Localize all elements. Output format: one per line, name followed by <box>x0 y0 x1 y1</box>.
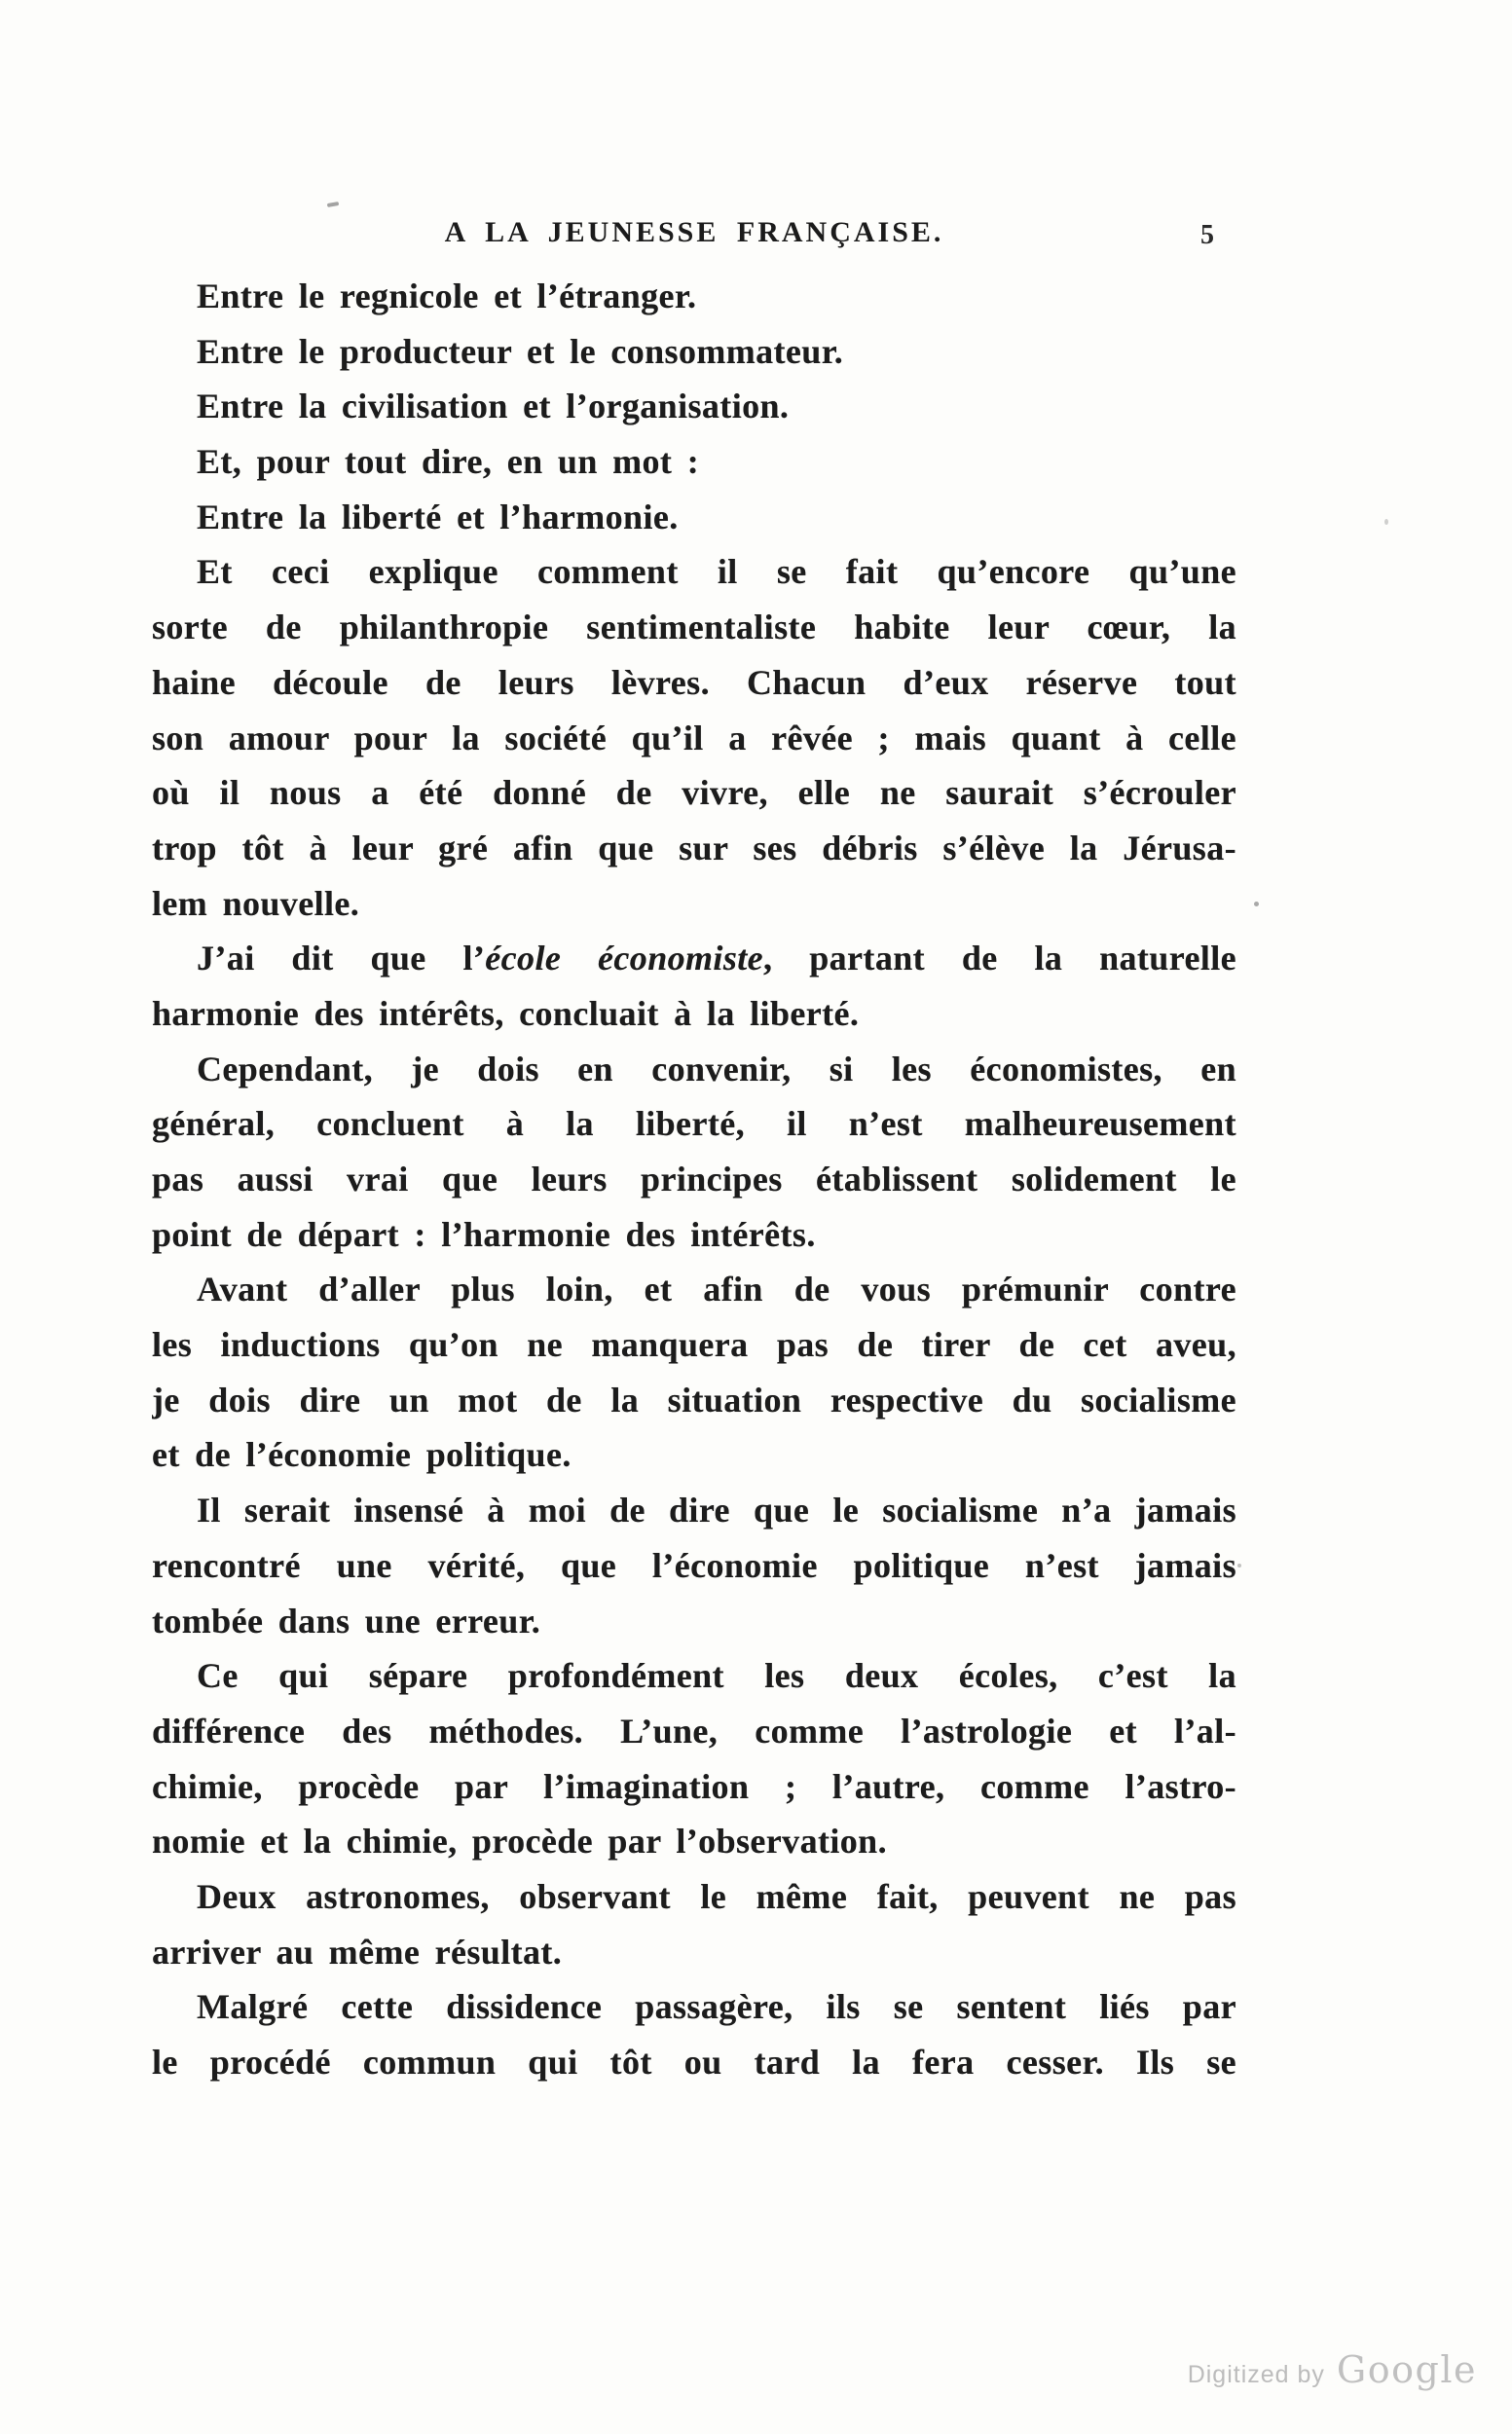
text-line: Entre le producteur et le consommateur. <box>197 331 844 371</box>
watermark-prefix: Digitized by <box>1187 2361 1325 2388</box>
text-line: Cependant, je dois en convenir, si les économistes, en <box>197 1049 1236 1088</box>
text-line: arriver au même résultat. <box>152 1932 563 1972</box>
text-line: pas aussi vrai que leurs principes établissent solidement le <box>152 1160 1236 1199</box>
text-line: Il serait insensé à moi de dire que le socialisme n’a jamais <box>197 1491 1236 1530</box>
text-line: point de départ : l’harmonie des intérêts. <box>152 1214 816 1254</box>
text-line: lem nouvelle. <box>152 883 360 923</box>
text-line: Avant d’aller plus loin, et afin de vous prémunir contre <box>197 1270 1236 1309</box>
text-line: Et, pour tout dire, en un mot : <box>197 442 700 482</box>
text-line: Ce qui sépare profondément les deux écoles, c’est la <box>197 1656 1236 1696</box>
text-line: les inductions qu’on ne manquera pas de tirer de cet aveu, <box>152 1325 1236 1365</box>
text-line: trop tôt à leur gré afin que sur ses débris s’élève la Jérusa- <box>152 828 1236 867</box>
text-line <box>152 931 1236 986</box>
text-line: différence des méthodes. L’une, comme l’astrologie et l’al- <box>152 1711 1236 1751</box>
page-number: 5 <box>1200 220 1214 250</box>
text-line: Entre la civilisation et l’organisation. <box>197 387 790 426</box>
scan-speck <box>1254 902 1259 906</box>
text-line: rencontré une vérité, que l’économie politique n’est jamais <box>152 1545 1236 1585</box>
page-text-body <box>152 269 1236 2090</box>
scan-speck <box>1384 519 1388 525</box>
scan-speck <box>327 202 340 207</box>
text-line: Et ceci explique comment il se fait qu’encore qu’une <box>197 552 1236 592</box>
text-line: Entre le regnicole et l’étranger. <box>197 277 697 315</box>
text-line: sorte de philanthropie sentimentaliste habite leur cœur, la <box>152 608 1236 647</box>
text-line: Deux astronomes, observant le même fait, peuvent ne pas <box>197 1876 1236 1916</box>
text-line: haine découle de leurs lèvres. Chacun d’eux réserve tout <box>152 662 1236 702</box>
running-head-title: A LA JEUNESSE FRANÇAISE. <box>444 216 944 248</box>
text-segment: J’ai dit que l’ <box>197 939 486 978</box>
google-logo: Google <box>1336 2348 1477 2391</box>
text-line: harmonie des intérêts, concluait à la liberté. <box>152 993 860 1033</box>
text-line: Entre la liberté et l’harmonie. <box>197 497 679 536</box>
text-line: nomie et la chimie, procède par l’observation. <box>152 1822 887 1862</box>
text-line: le procédé commun qui tôt ou tard la fera cesser. Ils se <box>152 2043 1236 2082</box>
text-line: chimie, procède par l’imagination ; l’autre, comme l’astro- <box>152 1766 1236 1806</box>
text-line: où il nous a été donné de vivre, elle ne saurait s’écrouler <box>152 773 1236 813</box>
text-segment: , partant de la naturelle <box>763 939 1236 978</box>
italic-segment: école économiste <box>485 939 764 978</box>
text-line: tombée dans une erreur. <box>152 1601 541 1641</box>
text-line: son amour pour la société qu’il a rêvée ; mais quant à celle <box>152 718 1236 757</box>
scan-speck <box>1237 1564 1241 1567</box>
text-line: général, concluent à la liberté, il n’est malheureusement <box>152 1104 1236 1144</box>
digitized-watermark <box>1188 2348 1477 2391</box>
text-line: Malgré cette dissidence passagère, ils se sentent liés par <box>197 1987 1236 2027</box>
text-line: je dois dire un mot de la situation respective du socialisme <box>152 1380 1236 1420</box>
text-line: et de l’économie politique. <box>152 1435 572 1475</box>
